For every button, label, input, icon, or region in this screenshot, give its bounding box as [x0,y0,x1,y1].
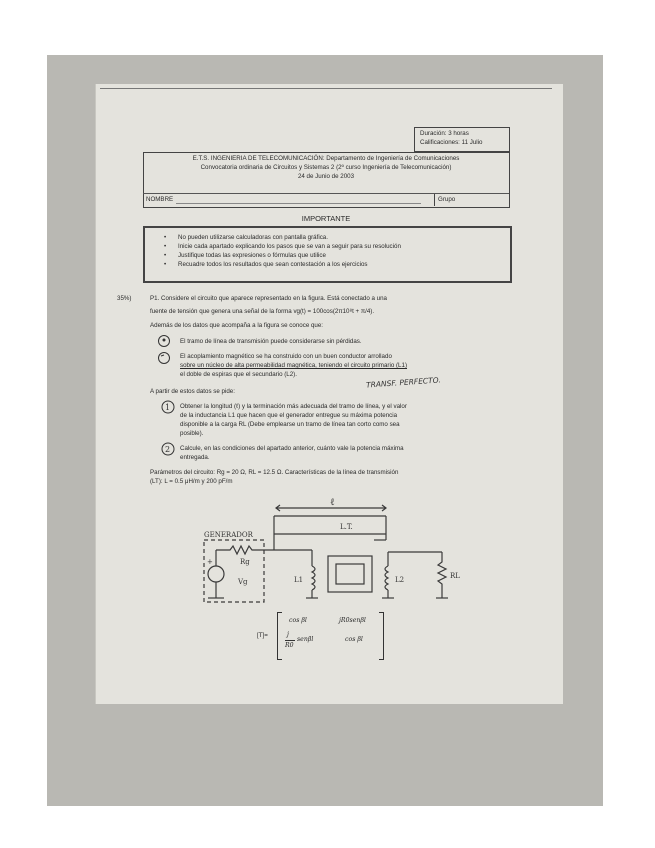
circuit-params: (LT): L = 0.5 μH/m y 200 pF/m [150,478,233,485]
lt-label: L.T. [340,523,353,531]
matrix-c-den: R0 [285,642,294,649]
given-item: sobre un núcleo de alta permeabilidad magnética, teniendo el circuito primario (L1) [180,362,408,369]
important-item: • Justifique todas las expresiones o fórmulas que utilice [178,252,326,260]
given-item: El acoplamiento magnético se ha construido con un buen conductor arrollado [180,353,392,360]
problem-weight: 35%) [117,295,132,302]
group-label: Grupo [438,196,456,203]
matrix-bracket-left [277,612,282,660]
duration-text: Duración: 3 horas [420,130,469,137]
rg-label: Rg [240,558,250,566]
question-1-line: posible). [180,430,204,437]
length-label: ℓ [330,497,335,508]
question-2-line: Calcule, en las condiciones del apartado anterior, cuánto vale la potencia máxima [180,445,404,452]
important-item: • Inicie cada apartado explicando los pasos que se van a seguir para su resolución [178,243,401,251]
given-item: el doble de espiras que el secundario (L2). [180,371,297,378]
important-item: • No pueden utilizarse calculadoras con pantalla gráfica. [178,234,328,242]
t-matrix [257,612,397,660]
problem-line: P1. Considere el circuito que aparece representado en la figura. Está conectado a una [150,295,387,302]
question-2-line: entregada. [180,454,210,461]
header-divider [143,193,509,194]
generator-label: GENERADOR [204,531,253,539]
important-title: IMPORTANTE [301,214,351,223]
school-line: E.T.S. INGENIERIA DE TELECOMUNICACIÓN: Departamento de Ingeniería de Comunicaciones [192,155,460,162]
convocatoria-line: Convocatoria ordinaria de Circuitos y Sistemas 2 (2º curso Ingeniería de Telecomunicación) [200,164,452,171]
circuit-params: Parámetros del circuito: Rg = 20 Ω, RL = 12.5 Ω. Características de la línea de transmisión [150,469,399,476]
exam-date: 24 de Junio de 2003 [297,173,355,180]
given-circles [156,334,172,384]
matrix-d: cos βl [345,636,363,643]
top-rule [100,88,552,89]
rl-label: RL [450,572,460,580]
question-circles [160,398,178,458]
svg-text:2: 2 [165,445,171,454]
question-1-line: disponible a la carga RL (Debe emplearse un tramo de línea tan corto como sea [180,421,400,428]
name-underline [176,203,421,204]
matrix-a: cos βl [289,617,307,624]
matrix-label: [T]= [257,632,268,639]
matrix-fraction-bar [285,640,295,641]
plus-sign: + [207,558,213,566]
handwritten-note: TRANSF. PERFECTO. [365,375,441,390]
vg-label: Vg [238,578,248,586]
circuit-diagram [190,494,480,614]
matrix-c-tail: senβl [297,636,314,643]
name-label: NOMBRE [146,196,174,203]
grades-date-text: Calificaciones: 11 Julio [420,139,483,146]
given-item: El tramo de línea de transmisión puede considerarse sin pérdidas. [180,338,362,345]
grupo-separator [434,194,435,206]
matrix-b: jR0senβl [339,617,366,624]
problem-line: Además de los datos que acompaña a la figura se conoce que: [150,322,324,329]
asked-intro: A partir de estos datos se pide: [150,388,235,395]
matrix-bracket-right [379,612,384,660]
l1-label: L1 [294,576,304,584]
svg-text:1: 1 [165,403,171,412]
matrix-c-num: j [287,631,289,638]
question-1-line: de la inductancia L1 que hacen que el generador entregue su máxima potencia [180,412,398,419]
important-item: • Recuadre todos los resultados que sean contestación a los ejercicios [178,261,368,269]
problem-line: fuente de tensión que genera una señal de la forma vg(t) = 100cos(2π10⁸t + π/4). [150,308,375,315]
question-1-line: Obtener la longitud (ℓ) y la terminación más adecuada del tramo de línea, y el valor [180,403,407,410]
l2-label: L2 [395,576,405,584]
